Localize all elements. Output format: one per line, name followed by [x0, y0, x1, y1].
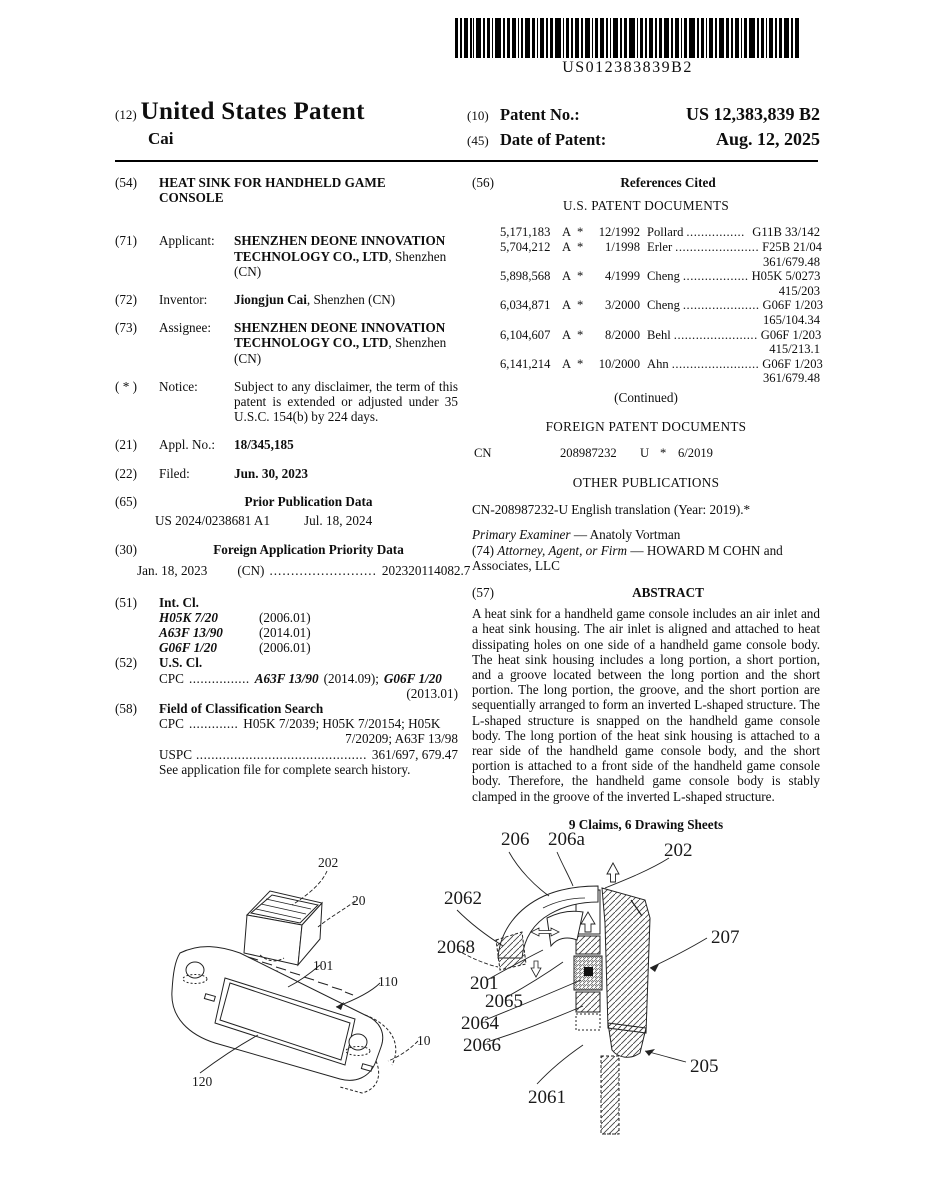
barcode-number: US012383839B2	[562, 59, 693, 76]
appl-no-value: 18/345,185	[234, 437, 294, 453]
applicant-name: SHENZHEN DEONE INNOVATION TECHNOLOGY CO., LTD	[234, 233, 446, 264]
ref-country: CN	[474, 446, 492, 461]
date-of-patent-value: Aug. 12, 2025	[715, 129, 820, 149]
int-cl-version: (2014.01)	[259, 625, 311, 641]
cpc-label: CPC	[159, 670, 184, 686]
field-assignee	[115, 320, 458, 366]
inid-21: (21)	[115, 437, 137, 453]
attorney-line	[472, 543, 820, 573]
us-cl-cpc-line	[115, 671, 458, 686]
ref-class: G06F 1/203	[762, 356, 823, 371]
leader-dots: ................	[188, 670, 250, 686]
attorney-name: — HOWARD M COHN and Associates, LLC	[472, 542, 783, 573]
ref-star: *	[577, 225, 584, 240]
inid-52: (52)	[115, 655, 137, 671]
leader-dots: .......................	[673, 327, 758, 342]
inid-12: (12)	[115, 107, 137, 122]
ref-class: G06F 1/203	[762, 298, 824, 313]
ref-date: 12/1992	[598, 225, 640, 240]
ref-star: *	[577, 240, 584, 254]
us-cl-continuation: (2013.01)	[406, 685, 458, 701]
ref-name: Pollard	[647, 225, 684, 240]
ref-name: Cheng	[647, 269, 680, 284]
publication-date: Jul. 18, 2024	[304, 513, 373, 529]
field-abstract	[472, 585, 820, 600]
search-cpc-continuation: 7/20209; A63F 13/98	[345, 731, 458, 747]
field-notice	[115, 379, 458, 425]
applicant-label: Applicant:	[159, 233, 215, 249]
foreign-ref-row	[474, 446, 820, 461]
inid-56: (56)	[472, 175, 494, 190]
claims-sheets-line: 9 Claims, 6 Drawing Sheets	[568, 816, 724, 832]
table-row	[472, 240, 820, 255]
search-cpc-line	[115, 716, 458, 731]
priority-date: Jan. 18, 2023	[137, 563, 208, 579]
filed-label: Filed:	[159, 465, 190, 481]
foreign-priority-heading: Foreign Application Priority Data	[213, 542, 404, 558]
figure-console-perspective	[130, 843, 470, 1128]
table-row	[472, 298, 824, 313]
fig-label: 206	[501, 829, 530, 850]
document-type: United States Patent	[140, 98, 365, 125]
inid-51: (51)	[115, 594, 137, 610]
ref-kind: A	[562, 327, 572, 342]
fig-label: 2062	[444, 888, 482, 909]
ref-date: 1/1998	[605, 240, 640, 254]
continued-note: (Continued)	[614, 389, 678, 405]
int-cl-version: (2006.01)	[259, 640, 311, 656]
table-row	[472, 328, 820, 343]
leader-dots: .............	[188, 716, 239, 732]
inid-45: (45)	[467, 133, 489, 148]
leader-dots: ........................	[671, 356, 760, 371]
header-left	[115, 98, 467, 154]
fig-label: 207	[711, 927, 740, 948]
field-search	[115, 701, 458, 716]
ref-class-continuation: 361/679.48	[762, 254, 820, 269]
primary-examiner-name: — Anatoly Vortman	[573, 527, 681, 543]
field-prior-pub	[115, 494, 458, 509]
notice-text: Subject to any disclaimer, the term of this patent is extended or adjusted under 35 U.S.C. 154(b) by 224 days.	[234, 378, 458, 425]
publication-number: US 2024/0238681 A1	[155, 513, 271, 529]
field-applicant	[115, 233, 458, 279]
references-heading: References Cited	[620, 175, 716, 190]
ref-date: 8/2000	[605, 327, 640, 342]
int-cl-version: (2006.01)	[259, 609, 311, 625]
invention-title: HEAT SINK FOR HANDHELD GAME CONSOLE	[159, 175, 386, 206]
ref-date: 10/2000	[598, 356, 640, 371]
abstract-heading: ABSTRACT	[632, 584, 704, 600]
assignee-label: Assignee:	[159, 320, 212, 336]
fig-label: 110	[378, 974, 398, 989]
left-column	[115, 175, 471, 832]
table-row	[472, 225, 820, 240]
int-cl-entry	[115, 625, 458, 640]
field-references	[472, 175, 820, 190]
assignee-name: SHENZHEN DEONE INNOVATION TECHNOLOGY CO., LTD	[234, 320, 446, 351]
us-references-table	[472, 225, 824, 386]
ref-number: 208987232	[560, 446, 617, 461]
leader-dots: ................	[686, 225, 745, 240]
prior-pub-heading: Prior Publication Data	[244, 493, 373, 509]
ref-number: 6,104,607	[500, 327, 551, 342]
inid-58: (58)	[115, 701, 137, 717]
inid-65: (65)	[115, 493, 137, 509]
uspc-classes: 361/697, 679.47	[371, 746, 458, 762]
barcode-bars	[455, 18, 800, 58]
inid-74: (74)	[472, 542, 494, 558]
ref-class-continuation: 361/679.48	[762, 371, 820, 386]
us-patent-documents-heading: U.S. PATENT DOCUMENTS	[562, 198, 730, 214]
notice-label: Notice:	[159, 378, 198, 394]
inventor-name: Jiongjun Cai	[234, 292, 307, 308]
date-of-patent-label: Date of Patent:	[500, 130, 607, 149]
uspc-label: USPC	[159, 746, 192, 762]
search-note: See application file for complete search history.	[159, 761, 411, 777]
field-title	[115, 175, 458, 205]
prior-pub-row	[155, 513, 458, 528]
inventor-surname: Cai	[148, 129, 174, 148]
int-cl-class: A63F 13/90	[159, 625, 223, 641]
fig-label: 201	[470, 973, 499, 994]
fig-label: 120	[192, 1074, 213, 1089]
leader-dots: ..................	[682, 269, 749, 284]
fig-label: 20	[352, 893, 366, 908]
leader-dots: .......................	[675, 240, 760, 254]
primary-examiner-label: Primary Examiner	[472, 527, 571, 543]
ref-date: 3/2000	[605, 298, 640, 313]
cpc-label: CPC	[159, 716, 184, 732]
barcode	[455, 18, 800, 77]
fig-label: 202	[318, 855, 339, 870]
ref-class: G11B 33/142	[752, 225, 820, 240]
field-foreign-priority	[115, 542, 458, 557]
int-cl-class: G06F 1/20	[159, 640, 218, 656]
leader-dots: .............................................	[196, 746, 367, 762]
fig-label: 101	[313, 958, 334, 973]
int-cl-entry	[115, 610, 458, 625]
assignee-location: , Shenzhen (CN)	[234, 335, 447, 366]
ref-class-continuation: 415/213.1	[769, 342, 820, 357]
patent-no-value: US 12,383,839 B2	[685, 104, 820, 124]
inid-10: (10)	[467, 108, 489, 123]
ref-class: H05K 5/0273	[751, 269, 821, 284]
ref-name: Behl	[647, 327, 671, 342]
header	[115, 98, 820, 154]
inid-72: (72)	[115, 292, 137, 308]
ref-date: 6/2019	[678, 446, 713, 461]
attorney-label: Attorney, Agent, or Firm	[497, 542, 628, 558]
field-filed	[115, 466, 458, 481]
ref-kind: A	[562, 298, 572, 313]
ref-name: Cheng	[647, 298, 680, 313]
int-cl-class: H05K 7/20	[159, 609, 218, 625]
foreign-priority-row	[115, 563, 471, 579]
filed-value: Jun. 30, 2023	[234, 465, 309, 481]
other-publication-entry: CN-208987232-U English translation (Year: 2019).*	[472, 502, 751, 518]
ref-number: 5,704,212	[500, 240, 551, 254]
right-column	[472, 175, 824, 832]
priority-number: 202320114082.7	[381, 563, 471, 579]
ref-number: 6,034,871	[500, 298, 551, 313]
field-us-cl	[115, 655, 458, 670]
us-cl-heading: U.S. Cl.	[159, 655, 203, 671]
inventor-label: Inventor:	[159, 292, 208, 308]
search-uspc-line	[115, 747, 458, 762]
foreign-documents-heading: FOREIGN PATENT DOCUMENTS	[545, 419, 747, 435]
fig-label: 205	[690, 1056, 719, 1077]
ref-name: Ahn	[647, 356, 669, 371]
ref-kind: A	[562, 225, 572, 240]
field-inventor	[115, 292, 458, 307]
cpc-class: A63F 13/90	[254, 670, 319, 686]
header-right	[467, 98, 820, 154]
ref-star: *	[577, 356, 584, 371]
inid-71: (71)	[115, 233, 137, 249]
ref-star: *	[577, 269, 584, 284]
abstract-text: A heat sink for a handheld game console includes an air inlet and a heat sink housing. The air inlet is aligned and attached to heat dissipating holes on one side of a handheld game console body. The heat sink housing includes a long portion, a short portion, and a groove located between the long portion and the short portion. The long portion, the groove, and the short portion are sequentially arranged to form an inverted L-shaped structure. The L-shaped structure is snapped on the handheld game console body. The long portion of the heat sink housing is attached to a rear side of the handheld game console body, and the short portion is attached to a front side of the handheld game console body. Therefore, the handheld game console body is stably clamped in the groove of the inverted L-shaped structure.	[472, 606, 820, 804]
appl-no-label: Appl. No.:	[159, 437, 216, 453]
ref-kind: A	[562, 356, 572, 371]
cpc-class: G06F 1/20	[383, 670, 442, 686]
int-cl-entry	[115, 640, 458, 655]
ref-kind: A	[562, 269, 572, 284]
ref-star: *	[660, 446, 667, 461]
field-appl-no	[115, 437, 458, 452]
ref-kind: U	[640, 446, 650, 461]
ref-star: *	[577, 327, 584, 342]
field-search-heading: Field of Classification Search	[159, 701, 324, 717]
fig-label: 206a	[548, 829, 585, 850]
primary-examiner-line	[472, 527, 820, 542]
fig-label: 2065	[485, 991, 523, 1012]
header-divider	[115, 160, 818, 162]
fig-label: 2064	[461, 1013, 499, 1034]
ref-name: Erler	[647, 240, 673, 254]
ref-kind: A	[562, 240, 572, 254]
fig-label: 202	[664, 840, 693, 861]
ref-class: G06F 1/203	[760, 327, 822, 342]
other-publications-heading: OTHER PUBLICATIONS	[572, 474, 720, 490]
patent-no-label: Patent No.:	[500, 105, 580, 124]
inid-54: (54)	[115, 175, 137, 190]
table-row	[472, 269, 820, 284]
inid-notice: ( * )	[115, 378, 137, 394]
fig-label: 2061	[528, 1087, 566, 1108]
inid-30: (30)	[115, 542, 137, 558]
fig-label: 2066	[463, 1035, 501, 1056]
ref-number: 5,898,568	[500, 269, 551, 284]
inid-57: (57)	[472, 584, 494, 600]
ref-class: F25B 21/04	[762, 240, 822, 254]
priority-country: (CN)	[237, 563, 265, 579]
search-cpc-classes: H05K 7/2039; H05K 7/20154; H05K	[243, 716, 441, 732]
inid-73: (73)	[115, 320, 137, 336]
table-row	[472, 356, 823, 372]
ref-number: 6,141,214	[500, 356, 551, 371]
ref-number: 5,171,183	[500, 225, 551, 240]
ref-date: 4/1999	[605, 269, 640, 284]
fig-label: 10	[417, 1033, 431, 1048]
ref-class-continuation: 415/203	[778, 283, 820, 298]
inid-22: (22)	[115, 465, 137, 481]
inventor-location: , Shenzhen (CN)	[306, 292, 396, 308]
leader-dots: .........................	[269, 563, 377, 579]
bibliography-columns	[115, 175, 824, 832]
applicant-location: , Shenzhen (CN)	[234, 248, 447, 279]
int-cl-heading: Int. Cl.	[159, 594, 199, 610]
field-int-cl	[115, 595, 458, 610]
fig-label: 2068	[437, 937, 475, 958]
ref-class-continuation: 165/104.34	[762, 312, 820, 327]
ref-star: *	[577, 298, 584, 313]
cpc-version: (2014.09);	[323, 670, 379, 686]
leader-dots: .....................	[682, 298, 760, 313]
